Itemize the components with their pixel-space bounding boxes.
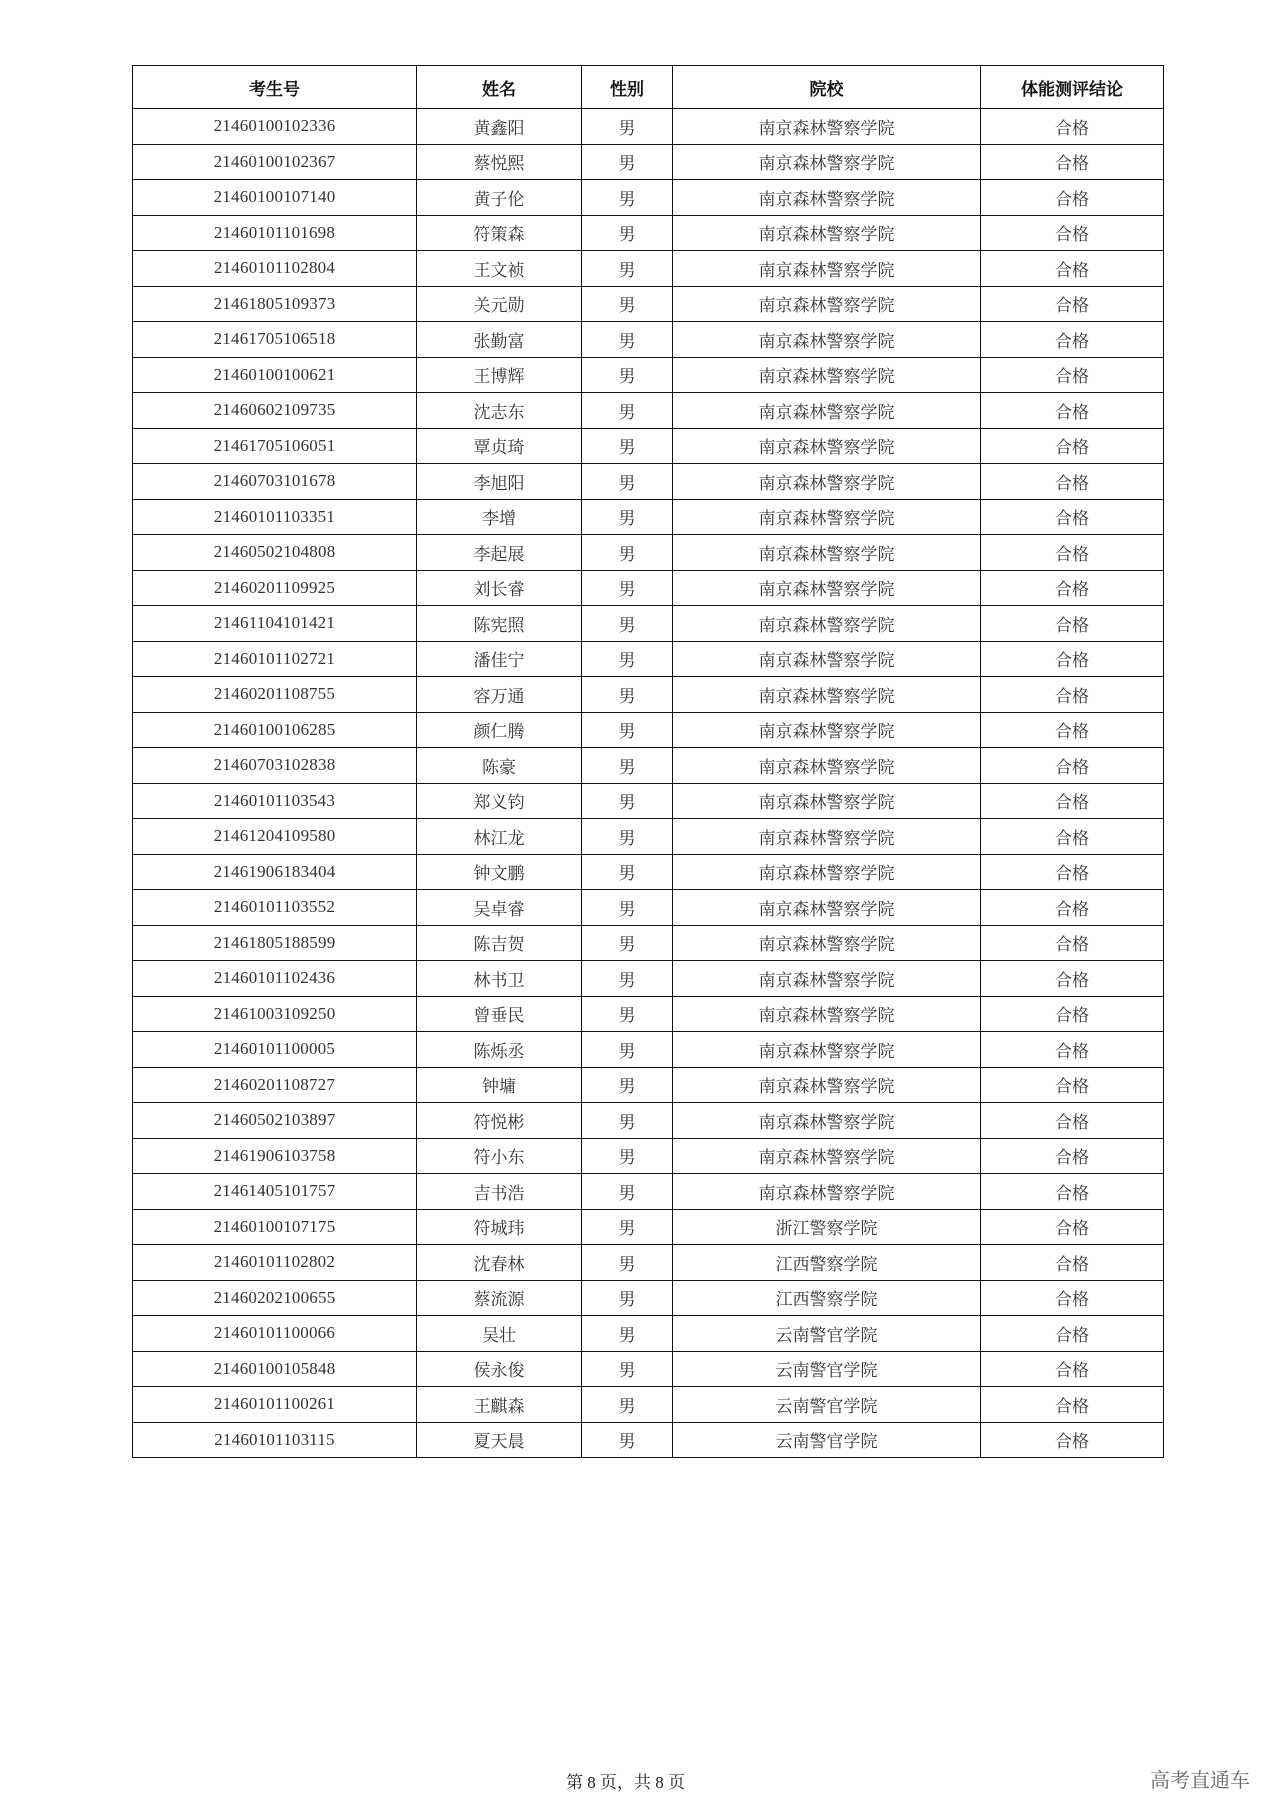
exam-id-cell: 21460502103897 <box>133 1103 417 1139</box>
result-cell: 合格 <box>981 925 1164 961</box>
result-cell: 合格 <box>981 1351 1164 1387</box>
result-cell: 合格 <box>981 606 1164 642</box>
header-school: 院校 <box>673 66 981 109</box>
exam-id-cell: 21460101102802 <box>133 1245 417 1281</box>
result-cell: 合格 <box>981 1245 1164 1281</box>
table-row <box>133 819 1164 855</box>
gender-cell: 男 <box>582 357 673 393</box>
gender-cell: 男 <box>582 925 673 961</box>
name-cell: 关元勋 <box>417 286 582 322</box>
exam-id-cell: 21460101102436 <box>133 961 417 997</box>
gender-cell: 男 <box>582 109 673 145</box>
exam-id-cell: 21460101103552 <box>133 890 417 926</box>
result-cell: 合格 <box>981 961 1164 997</box>
table-row <box>133 748 1164 784</box>
gender-cell: 男 <box>582 1209 673 1245</box>
table-row <box>133 996 1164 1032</box>
result-cell: 合格 <box>981 1280 1164 1316</box>
exam-id-cell: 21461104101421 <box>133 606 417 642</box>
result-cell: 合格 <box>981 1103 1164 1139</box>
exam-id-cell: 21460101100005 <box>133 1032 417 1068</box>
name-cell: 吴壮 <box>417 1316 582 1352</box>
name-cell: 张勤富 <box>417 322 582 358</box>
table-row <box>133 357 1164 393</box>
exam-id-cell: 21460602109735 <box>133 393 417 429</box>
header-gender: 性别 <box>582 66 673 109</box>
exam-id-cell: 21460101101698 <box>133 215 417 251</box>
exam-id-cell: 21460201108727 <box>133 1067 417 1103</box>
gender-cell: 男 <box>582 890 673 926</box>
gender-cell: 男 <box>582 996 673 1032</box>
name-cell: 蔡流源 <box>417 1280 582 1316</box>
school-cell: 江西警察学院 <box>673 1245 981 1281</box>
result-cell: 合格 <box>981 357 1164 393</box>
table-row <box>133 1174 1164 1210</box>
name-cell: 陈豪 <box>417 748 582 784</box>
name-cell: 颜仁腾 <box>417 712 582 748</box>
school-cell: 云南警官学院 <box>673 1387 981 1423</box>
exam-id-cell: 21460100107140 <box>133 180 417 216</box>
gender-cell: 男 <box>582 1351 673 1387</box>
table-row <box>133 144 1164 180</box>
result-cell: 合格 <box>981 1067 1164 1103</box>
name-cell: 夏天晨 <box>417 1422 582 1458</box>
table-row <box>133 961 1164 997</box>
name-cell: 符小东 <box>417 1138 582 1174</box>
exam-id-cell: 21460201108755 <box>133 677 417 713</box>
school-cell: 南京森林警察学院 <box>673 393 981 429</box>
school-cell: 南京森林警察学院 <box>673 783 981 819</box>
result-cell: 合格 <box>981 464 1164 500</box>
exam-id-cell: 21460101100066 <box>133 1316 417 1352</box>
result-cell: 合格 <box>981 890 1164 926</box>
result-cell: 合格 <box>981 783 1164 819</box>
gender-cell: 男 <box>582 428 673 464</box>
result-cell: 合格 <box>981 1174 1164 1210</box>
table-row <box>133 286 1164 322</box>
school-cell: 南京森林警察学院 <box>673 1103 981 1139</box>
result-cell: 合格 <box>981 109 1164 145</box>
gender-cell: 男 <box>582 535 673 571</box>
name-cell: 黄子伦 <box>417 180 582 216</box>
name-cell: 钟文鹏 <box>417 854 582 890</box>
gender-cell: 男 <box>582 783 673 819</box>
name-cell: 林书卫 <box>417 961 582 997</box>
table-row <box>133 1103 1164 1139</box>
gender-cell: 男 <box>582 499 673 535</box>
gender-cell: 男 <box>582 1174 673 1210</box>
table-row <box>133 1280 1164 1316</box>
school-cell: 云南警官学院 <box>673 1351 981 1387</box>
name-cell: 钟墉 <box>417 1067 582 1103</box>
exam-id-cell: 21460703102838 <box>133 748 417 784</box>
gender-cell: 男 <box>582 961 673 997</box>
table-row <box>133 1245 1164 1281</box>
gender-cell: 男 <box>582 215 673 251</box>
school-cell: 南京森林警察学院 <box>673 357 981 393</box>
exam-id-cell: 21460101102804 <box>133 251 417 287</box>
table-row <box>133 925 1164 961</box>
exam-id-cell: 21460100105848 <box>133 1351 417 1387</box>
table-row <box>133 1316 1164 1352</box>
name-cell: 陈烁丞 <box>417 1032 582 1068</box>
gender-cell: 男 <box>582 180 673 216</box>
gender-cell: 男 <box>582 1422 673 1458</box>
name-cell: 符策森 <box>417 215 582 251</box>
gender-cell: 男 <box>582 1280 673 1316</box>
exam-id-cell: 21460101103543 <box>133 783 417 819</box>
gender-cell: 男 <box>582 1316 673 1352</box>
gender-cell: 男 <box>582 748 673 784</box>
result-cell: 合格 <box>981 1032 1164 1068</box>
header-exam-id: 考生号 <box>133 66 417 109</box>
gender-cell: 男 <box>582 286 673 322</box>
exam-id-cell: 21460101103115 <box>133 1422 417 1458</box>
gender-cell: 男 <box>582 1387 673 1423</box>
school-cell: 云南警官学院 <box>673 1422 981 1458</box>
exam-id-cell: 21460201109925 <box>133 570 417 606</box>
result-cell: 合格 <box>981 499 1164 535</box>
name-cell: 容万通 <box>417 677 582 713</box>
table-row <box>133 570 1164 606</box>
results-table <box>132 65 1164 1458</box>
exam-id-cell: 21460703101678 <box>133 464 417 500</box>
school-cell: 南京森林警察学院 <box>673 251 981 287</box>
table-row <box>133 783 1164 819</box>
exam-id-cell: 21461805109373 <box>133 286 417 322</box>
table-row <box>133 854 1164 890</box>
result-cell: 合格 <box>981 677 1164 713</box>
school-cell: 南京森林警察学院 <box>673 890 981 926</box>
result-cell: 合格 <box>981 1209 1164 1245</box>
name-cell: 侯永俊 <box>417 1351 582 1387</box>
name-cell: 沈春林 <box>417 1245 582 1281</box>
school-cell: 南京森林警察学院 <box>673 215 981 251</box>
exam-id-cell: 21460100107175 <box>133 1209 417 1245</box>
school-cell: 南京森林警察学院 <box>673 1067 981 1103</box>
result-cell: 合格 <box>981 819 1164 855</box>
table-row <box>133 1387 1164 1423</box>
table-row <box>133 641 1164 677</box>
school-cell: 南京森林警察学院 <box>673 925 981 961</box>
name-cell: 符城玮 <box>417 1209 582 1245</box>
school-cell: 南京森林警察学院 <box>673 535 981 571</box>
name-cell: 黄鑫阳 <box>417 109 582 145</box>
exam-id-cell: 21461906103758 <box>133 1138 417 1174</box>
result-cell: 合格 <box>981 393 1164 429</box>
result-cell: 合格 <box>981 570 1164 606</box>
result-cell: 合格 <box>981 1138 1164 1174</box>
gender-cell: 男 <box>582 144 673 180</box>
table-row <box>133 428 1164 464</box>
gender-cell: 男 <box>582 1138 673 1174</box>
name-cell: 王博辉 <box>417 357 582 393</box>
name-cell: 符悦彬 <box>417 1103 582 1139</box>
table-row <box>133 1138 1164 1174</box>
name-cell: 陈吉贺 <box>417 925 582 961</box>
result-cell: 合格 <box>981 322 1164 358</box>
exam-id-cell: 21460101103351 <box>133 499 417 535</box>
result-cell: 合格 <box>981 286 1164 322</box>
name-cell: 林江龙 <box>417 819 582 855</box>
school-cell: 南京森林警察学院 <box>673 499 981 535</box>
school-cell: 南京森林警察学院 <box>673 606 981 642</box>
exam-id-cell: 21460202100655 <box>133 1280 417 1316</box>
result-cell: 合格 <box>981 251 1164 287</box>
gender-cell: 男 <box>582 606 673 642</box>
name-cell: 王麒森 <box>417 1387 582 1423</box>
exam-id-cell: 21461906183404 <box>133 854 417 890</box>
name-cell: 陈宪照 <box>417 606 582 642</box>
gender-cell: 男 <box>582 393 673 429</box>
name-cell: 刘长睿 <box>417 570 582 606</box>
header-name: 姓名 <box>417 66 582 109</box>
name-cell: 吴卓睿 <box>417 890 582 926</box>
table-row <box>133 322 1164 358</box>
exam-id-cell: 21461805188599 <box>133 925 417 961</box>
school-cell: 南京森林警察学院 <box>673 428 981 464</box>
name-cell: 郑义钧 <box>417 783 582 819</box>
school-cell: 江西警察学院 <box>673 1280 981 1316</box>
name-cell: 王文祯 <box>417 251 582 287</box>
school-cell: 南京森林警察学院 <box>673 144 981 180</box>
exam-id-cell: 21461705106518 <box>133 322 417 358</box>
table-row <box>133 109 1164 145</box>
table-row <box>133 1032 1164 1068</box>
school-cell: 云南警官学院 <box>673 1316 981 1352</box>
gender-cell: 男 <box>582 251 673 287</box>
result-cell: 合格 <box>981 641 1164 677</box>
exam-id-cell: 21461003109250 <box>133 996 417 1032</box>
school-cell: 南京森林警察学院 <box>673 961 981 997</box>
name-cell: 曾垂民 <box>417 996 582 1032</box>
table-row <box>133 1067 1164 1103</box>
school-cell: 南京森林警察学院 <box>673 109 981 145</box>
gender-cell: 男 <box>582 570 673 606</box>
table-row <box>133 1422 1164 1458</box>
table-body <box>133 109 1164 1458</box>
school-cell: 南京森林警察学院 <box>673 819 981 855</box>
table-row <box>133 1351 1164 1387</box>
table-header-row <box>133 66 1164 109</box>
result-cell: 合格 <box>981 144 1164 180</box>
result-cell: 合格 <box>981 712 1164 748</box>
school-cell: 南京森林警察学院 <box>673 286 981 322</box>
result-cell: 合格 <box>981 854 1164 890</box>
gender-cell: 男 <box>582 677 673 713</box>
gender-cell: 男 <box>582 1067 673 1103</box>
school-cell: 南京森林警察学院 <box>673 1174 981 1210</box>
gender-cell: 男 <box>582 1245 673 1281</box>
name-cell: 李增 <box>417 499 582 535</box>
school-cell: 南京森林警察学院 <box>673 677 981 713</box>
result-cell: 合格 <box>981 748 1164 784</box>
school-cell: 南京森林警察学院 <box>673 464 981 500</box>
exam-id-cell: 21461705106051 <box>133 428 417 464</box>
school-cell: 南京森林警察学院 <box>673 996 981 1032</box>
gender-cell: 男 <box>582 1032 673 1068</box>
table-row <box>133 535 1164 571</box>
name-cell: 李旭阳 <box>417 464 582 500</box>
exam-id-cell: 21460100106285 <box>133 712 417 748</box>
result-cell: 合格 <box>981 215 1164 251</box>
table-row <box>133 1209 1164 1245</box>
name-cell: 沈志东 <box>417 393 582 429</box>
school-cell: 南京森林警察学院 <box>673 854 981 890</box>
result-cell: 合格 <box>981 996 1164 1032</box>
gender-cell: 男 <box>582 641 673 677</box>
school-cell: 南京森林警察学院 <box>673 1032 981 1068</box>
exam-id-cell: 21461204109580 <box>133 819 417 855</box>
name-cell: 覃贞琦 <box>417 428 582 464</box>
school-cell: 南京森林警察学院 <box>673 1138 981 1174</box>
exam-id-cell: 21460100100621 <box>133 357 417 393</box>
name-cell: 吉书浩 <box>417 1174 582 1210</box>
school-cell: 南京森林警察学院 <box>673 322 981 358</box>
table-row <box>133 606 1164 642</box>
result-cell: 合格 <box>981 1387 1164 1423</box>
gender-cell: 男 <box>582 712 673 748</box>
table-row <box>133 215 1164 251</box>
exam-id-cell: 21460100102336 <box>133 109 417 145</box>
exam-id-cell: 21460101100261 <box>133 1387 417 1423</box>
table-row <box>133 499 1164 535</box>
gender-cell: 男 <box>582 819 673 855</box>
table-row <box>133 890 1164 926</box>
exam-id-cell: 21461405101757 <box>133 1174 417 1210</box>
table-row <box>133 180 1164 216</box>
name-cell: 潘佳宁 <box>417 641 582 677</box>
result-cell: 合格 <box>981 535 1164 571</box>
exam-id-cell: 21460502104808 <box>133 535 417 571</box>
name-cell: 蔡悦熙 <box>417 144 582 180</box>
school-cell: 南京森林警察学院 <box>673 748 981 784</box>
school-cell: 浙江警察学院 <box>673 1209 981 1245</box>
gender-cell: 男 <box>582 464 673 500</box>
school-cell: 南京森林警察学院 <box>673 712 981 748</box>
gender-cell: 男 <box>582 854 673 890</box>
result-cell: 合格 <box>981 1422 1164 1458</box>
school-cell: 南京森林警察学院 <box>673 570 981 606</box>
exam-id-cell: 21460100102367 <box>133 144 417 180</box>
result-cell: 合格 <box>981 180 1164 216</box>
header-result: 体能测评结论 <box>981 66 1164 109</box>
table-row <box>133 712 1164 748</box>
school-cell: 南京森林警察学院 <box>673 180 981 216</box>
exam-id-cell: 21460101102721 <box>133 641 417 677</box>
table-row <box>133 677 1164 713</box>
gender-cell: 男 <box>582 322 673 358</box>
table-row <box>133 464 1164 500</box>
watermark: 高考直通车 <box>1150 1768 1250 1792</box>
table-row <box>133 393 1164 429</box>
page-number: 第 8 页，共 8 页 <box>566 1773 685 1792</box>
table-row <box>133 251 1164 287</box>
result-cell: 合格 <box>981 1316 1164 1352</box>
school-cell: 南京森林警察学院 <box>673 641 981 677</box>
gender-cell: 男 <box>582 1103 673 1139</box>
name-cell: 李起展 <box>417 535 582 571</box>
result-cell: 合格 <box>981 428 1164 464</box>
